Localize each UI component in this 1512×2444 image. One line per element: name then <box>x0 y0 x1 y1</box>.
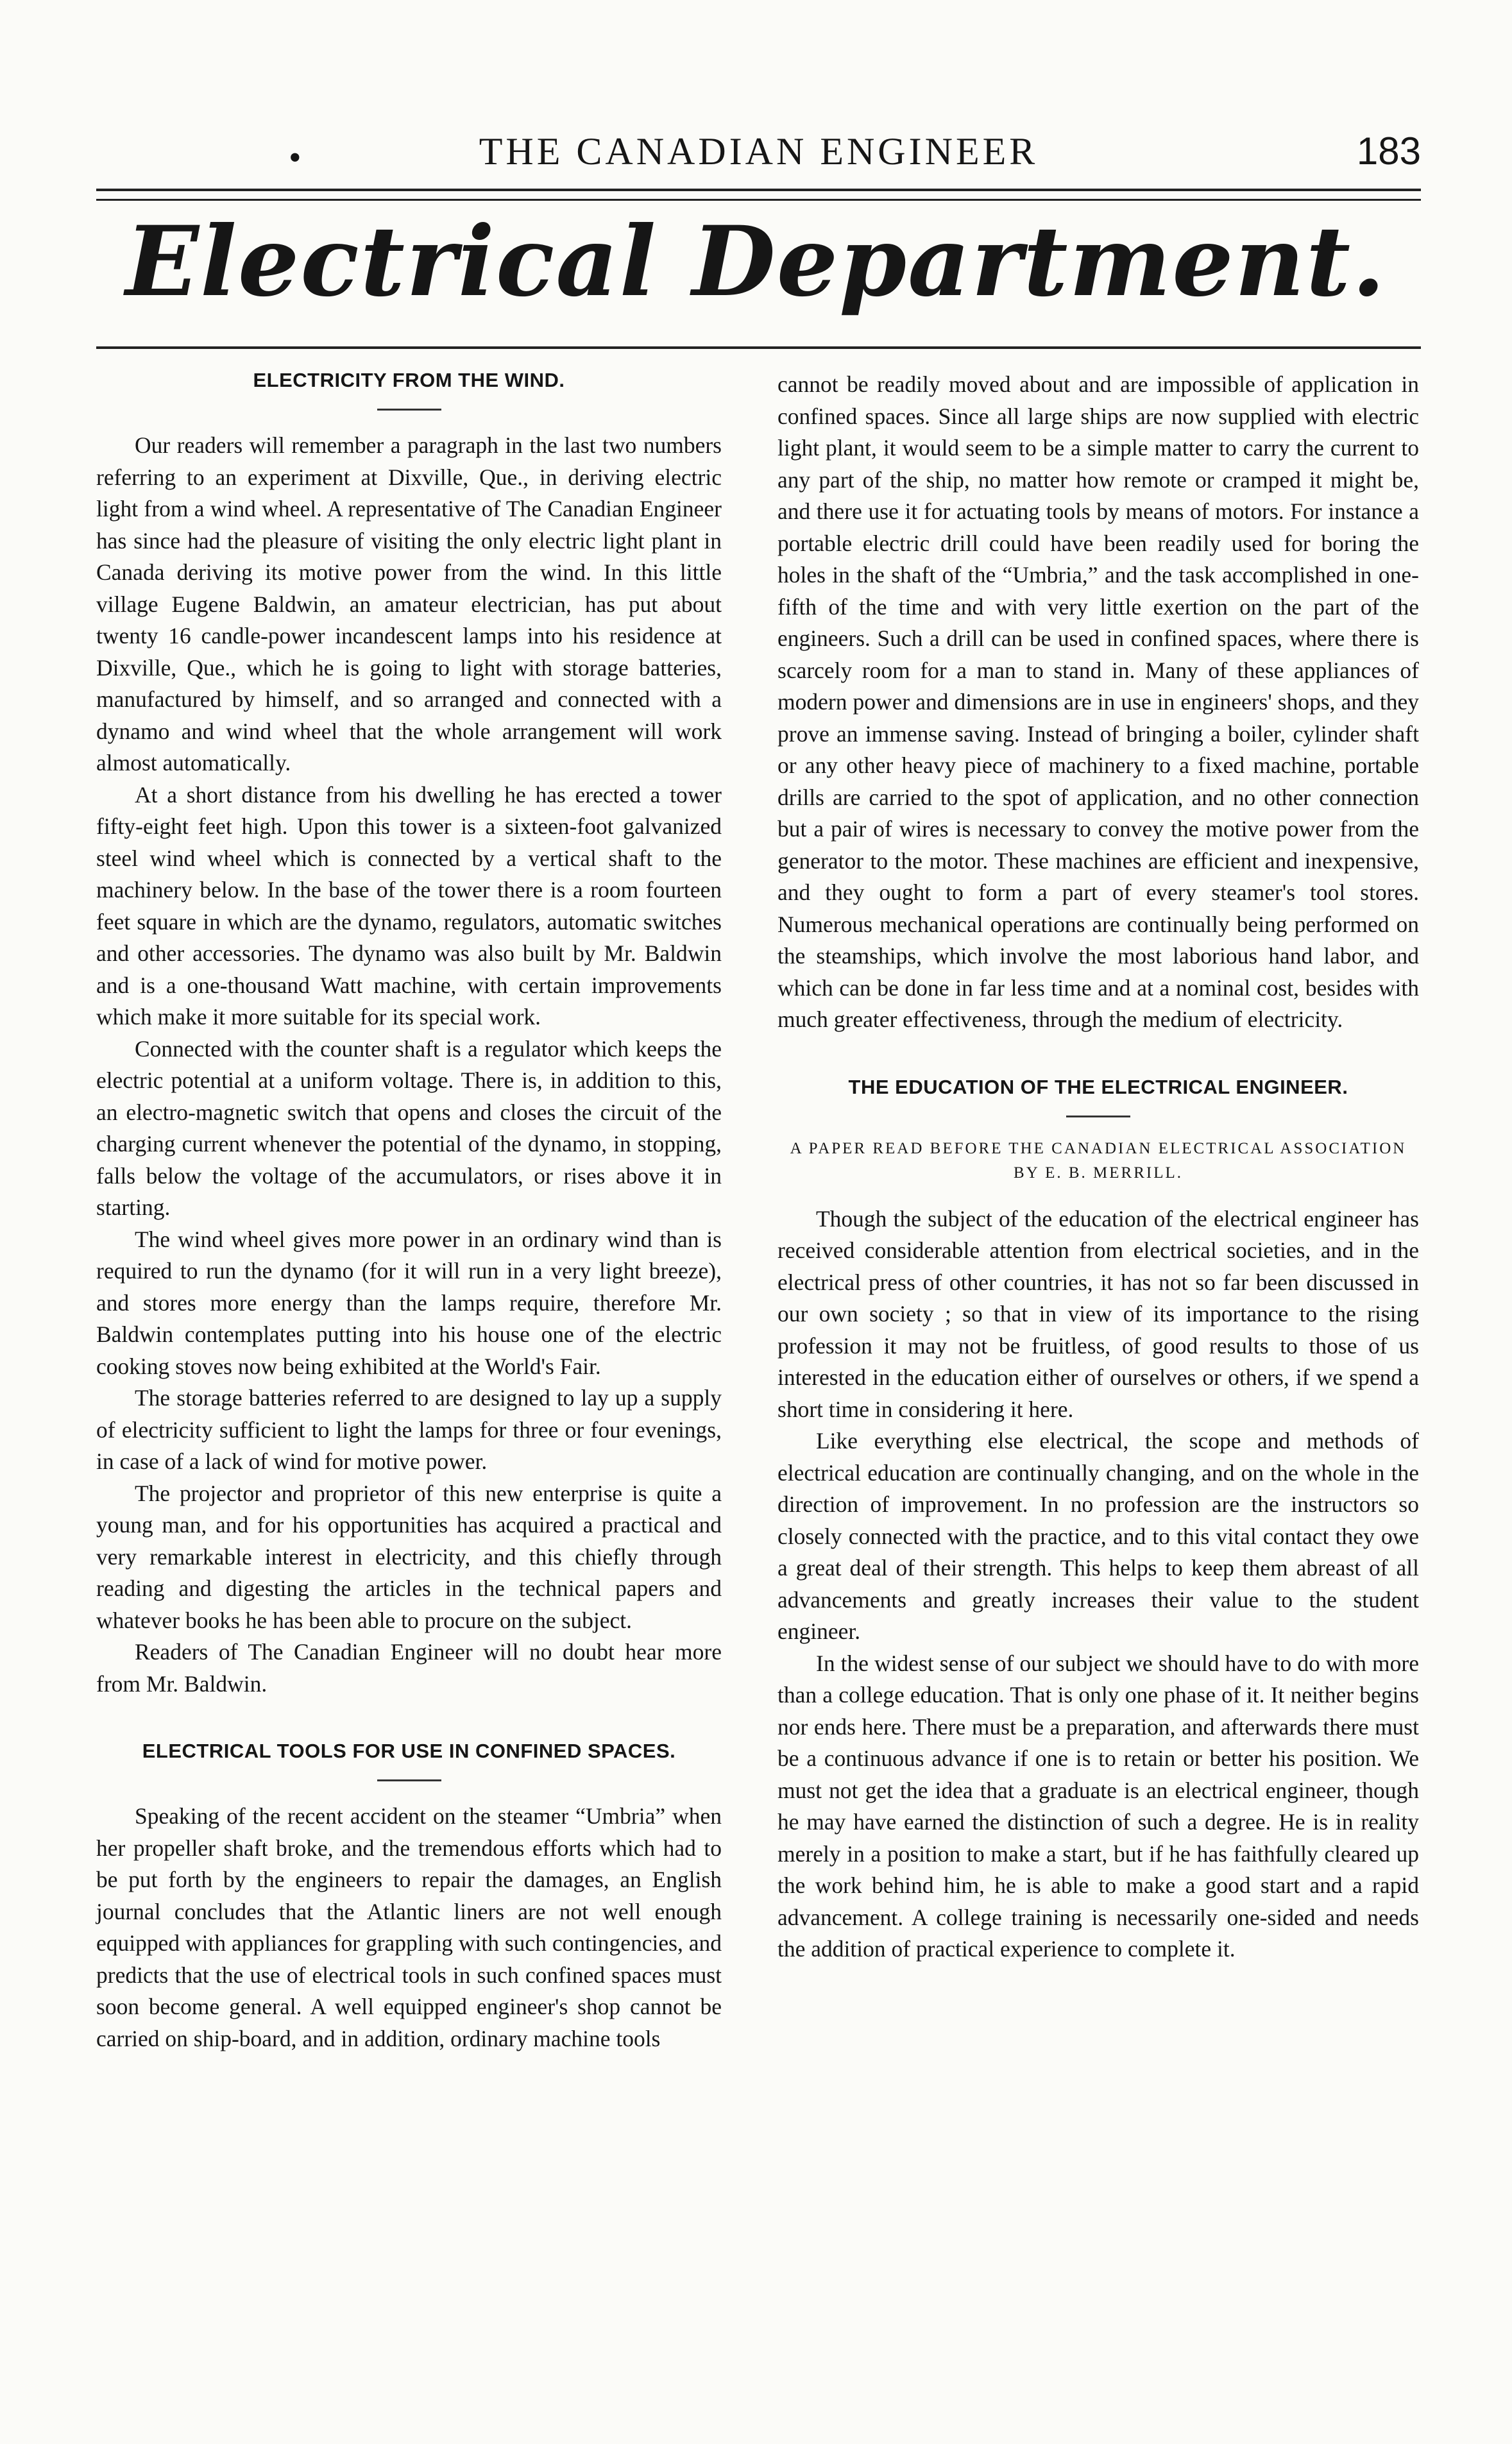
paragraph-part-1: Speaking of the recent accident on the steamer “Umbria” when her propeller shaft broke, and the tremendous efforts which had to be put forth by the engineers to repair the damages, an English journal concludes that the Atlantic liners are not well enough equipped with appliances for grappling with such contingencies, and predicts that the use of electrical tools in such confined spaces must soon become general. A well equipped engineer's shop cannot be carried on ship-board, and in addition, ordinary machine tools <box>96 1803 722 2051</box>
page-number: 183 <box>1356 130 1421 173</box>
running-head-bullet: • <box>289 138 302 178</box>
paragraph: Readers of The Canadian Engineer will no doubt hear more from Mr. Baldwin. <box>96 1639 722 1697</box>
paragraph: In the widest sense of our subject we should have to do with more than a college education. That is only one phase of it. It neither begins nor ends here. There must be a preparation, and afterwards there must be a continuous advance if one is to retain or better his position. We must not get the idea that a graduate is an electrical engineer, though he may have earned the distinction of such a degree. He is in reality merely in a position to make a start, but if he has faithfully cleared up the work behind him, he is able to make a good start and a rapid advancement. A college training is necessarily one-sided and needs the addition of practical experience to complete it. <box>777 1650 1419 1962</box>
paragraph: Connected with the counter shaft is a regulator which keeps the electric potential at a uniform voltage. There is, in addition to this, an electro-magnetic switch that opens and closes the circuit of the charging current whenever the potential of the dynamo, in stopping, falls below the voltage of the accumulators, or rises above it in starting. <box>96 1035 722 1220</box>
heading-rule <box>377 1779 441 1781</box>
running-head <box>96 119 1421 183</box>
department-rule <box>96 346 1421 349</box>
paragraph-part-2: cannot be readily moved about and are impossible of application in confined spaces. Since all large ships are now supplied with electric light plant, it would seem to be a simple matter to carry the current to any part of the ship, no matter how remote or cramped it might be, and there use it for actuating tools by means of motors. For instance a portable electric drill could have been readily used for boring the holes in the shaft of the “Umbria,” and the task accomplished in one-fifth of the time and with very little exertion on the part of the engineers. Such a drill can be used in confined spaces, where there is scarcely room for a man to stand in. Many of these appliances of modern power and dimensions are in use in engineers' shops, and they prove an immense saving. Instead of bringing a boiler, cylinder shaft or any other heavy piece of machinery to a fixed machine, portable drills are carried to the spot of application, and no other connection but a pair of wires is necessary to convey the motive power from the generator to the motor. These machines are efficient and inexpensive, and they ought to form a part of every steamer's tool stores. Numerous mechanical operations are continually being performed on the steamships, which involve the most laborious hand labor, and which can be done in far less time and at a nominal cost, besides with much greater effectiveness, through the medium of electricity. <box>777 371 1419 1032</box>
department-title: Electrical Department. <box>125 205 1387 318</box>
paragraph: Like everything else electrical, the scope and methods of electrical education are continually changing, and on the whole in the direction of improvement. In no profession are the instructors so closely connected with the practice, and to this vital contact they owe a great deal of their strength. This helps to keep them abreast of all advancements and greatly increases their value to the student engineer. <box>777 1428 1419 1644</box>
right-column <box>777 369 1419 1965</box>
paragraph: Though the subject of the education of the electrical engineer has received considerable attention from electrical societies, and in the electrical press of other countries, it has not so far been discussed in our own society ; so that in view of its importance to the rising profession it may not be fruitless, of good results to those of us interested in the education either of ourselves or others, if we spend a short time in considering it here. <box>777 1205 1419 1422</box>
paragraph: The projector and proprietor of this new enterprise is quite a young man, and for his opportunities has acquired a practical and very remarkable interest in electricity, and this chiefly through reading and digesting the articles in the technical papers and whatever books he has been able to procure on the subject. <box>96 1480 722 1633</box>
heading-rule <box>1066 1116 1130 1117</box>
paragraph: The wind wheel gives more power in an ordinary wind than is required to run the dynamo (for it will run in a very light breeze), and stores more energy than the lamps require, therefore Mr. Baldwin contemplates putting into his house one of the electric cooking stoves now being exhibited at the World's Fair. <box>96 1226 722 1379</box>
paragraph: The storage batteries referred to are designed to lay up a supply of electricity sufficient to light the lamps for three or four evenings, in case of a lack of wind for motive power. <box>96 1385 722 1474</box>
paragraph: At a short distance from his dwelling he has erected a tower fifty-eight feet high. Upon this tower is a sixteen-foot galvanized steel wind wheel which is connected by a vertical shaft to the machinery below. In the base of the tower there is a room fourteen feet square in which are the dynamo, regulators, automatic switches and other accessories. The dynamo was also built by Mr. Baldwin and is a one-thousand Watt machine, with certain improvements which make it more suitable for its special work. <box>96 781 722 1030</box>
article-wind <box>96 369 722 1700</box>
article-education <box>777 1076 1419 1965</box>
article-heading: ELECTRICAL TOOLS FOR USE IN CONFINED SPACES. <box>142 1740 676 1762</box>
article-tools-heading-block <box>96 1740 722 2055</box>
article-heading: ELECTRICITY FROM THE WIND. <box>253 369 565 391</box>
article-heading: THE EDUCATION OF THE ELECTRICAL ENGINEER. <box>848 1075 1348 1098</box>
journal-title: THE CANADIAN ENGINEER <box>479 130 1039 173</box>
byline: A PAPER READ BEFORE THE CANADIAN ELECTRICAL ASSOCIATION BY E. B. MERRILL. <box>790 1139 1407 1182</box>
header-double-rule <box>96 189 1421 201</box>
paragraph: Our readers will remember a paragraph in the last two numbers referring to an experiment at Dixville, Que., in deriving electric light from a wind wheel. A representative of The Canadian Engineer has since had the pleasure of visiting the only electric light plant in Canada deriving its motive power from the wind. In this little village Eugene Baldwin, an amateur electrician, has put about twenty 16 candle-power incandescent lamps into his residence at Dixville, Que., which he is going to light with storage batteries, manufactured by himself, and so arranged and connected with a dynamo and wind wheel that the whole arrangement will work almost automatically. <box>96 432 722 776</box>
heading-rule <box>377 409 441 411</box>
left-column <box>96 369 722 2055</box>
